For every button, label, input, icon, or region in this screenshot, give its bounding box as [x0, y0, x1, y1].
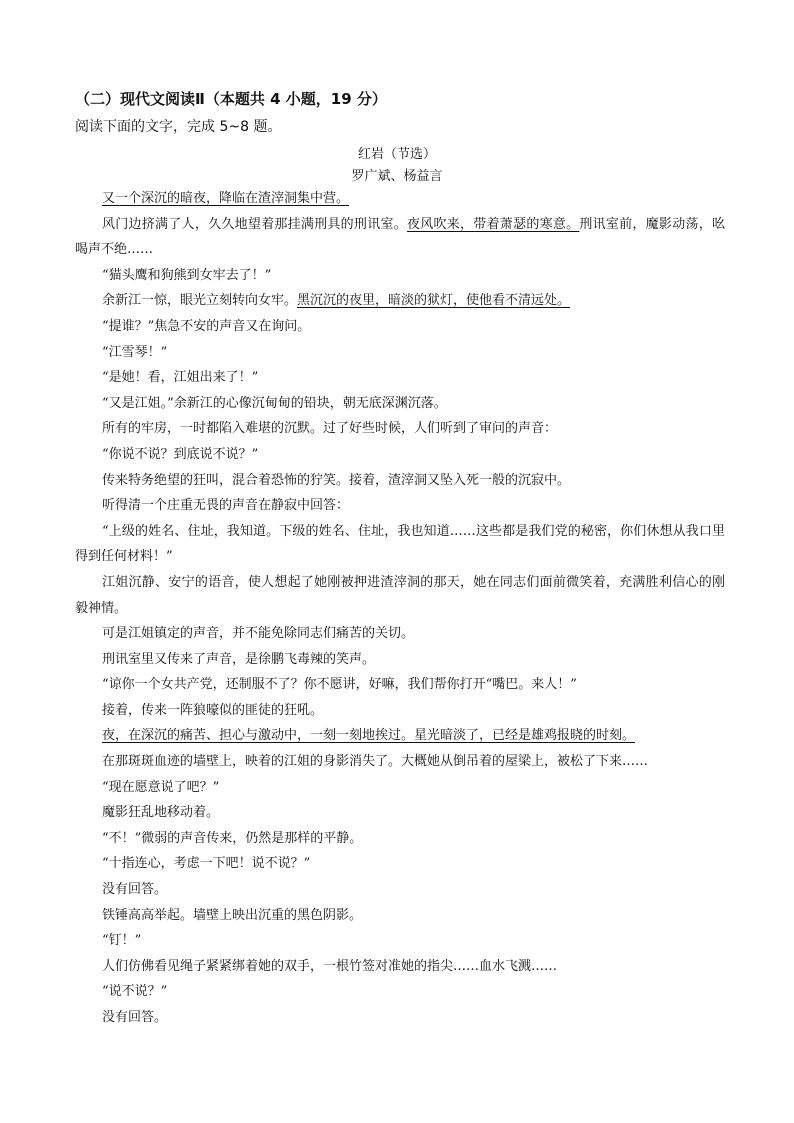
underlined-sentence: 夜，在深沉的痛苦、担心与激动中，一刻一刻地挨过。星光暗淡了，已经是雄鸡报晓的时刻。 — [102, 728, 636, 744]
passage-paragraph — [75, 288, 725, 314]
passage-paragraph — [75, 800, 725, 826]
paragraph-text: “钉！” — [102, 933, 142, 949]
passage-paragraph — [75, 749, 725, 775]
paragraph-text: 铁锤高高举起。墙壁上映出沉重的黑色阴影。 — [102, 907, 363, 923]
passage-paragraph — [75, 698, 725, 724]
passage-paragraph — [75, 851, 725, 877]
passage-paragraph — [75, 826, 725, 852]
passage-paragraph — [75, 468, 725, 494]
passage-paragraph — [75, 954, 725, 980]
passage-paragraph — [75, 928, 725, 954]
passage-paragraph — [75, 314, 725, 340]
paragraph-text: “猫头鹰和狗熊到女牢去了！” — [102, 267, 272, 283]
passage-paragraph — [75, 621, 725, 647]
passage-paragraph — [75, 775, 725, 801]
passage-paragraph — [75, 416, 725, 442]
passage-paragraph — [75, 365, 725, 391]
passage-body — [75, 186, 725, 1031]
paragraph-text: “你说不说？到底说不说？” — [102, 446, 259, 462]
paragraph-text: 听得清一个庄重无畏的声音在静寂中回答： — [102, 498, 350, 514]
passage-paragraph — [75, 186, 725, 212]
paragraph-text: 没有回答。 — [102, 1010, 168, 1025]
paragraph-text: “上级的姓名、住址，我知道。下级的姓名、住址，我也知道……这些都是我们党的秘密，你们休想从我口里得到任何材料！” — [75, 523, 725, 565]
paragraph-text: “说不说？” — [102, 984, 168, 1000]
paragraph-text: 刑讯室里又传来了声音，是徐鹏飞毒辣的笑声。 — [102, 651, 376, 667]
paragraph-text: 可是江姐镇定的声音，并不能免除同志们痛苦的关切。 — [102, 626, 415, 642]
paragraph-text: “十指连心，考虑一下吧！说不说？” — [102, 856, 311, 872]
passage-paragraph — [75, 340, 725, 366]
passage-paragraph — [75, 647, 725, 673]
paragraph-text: 在那斑斑血迹的墙壁上，映着的江姐的身影消失了。大概她从倒吊着的屋梁上，被松了下来…… — [102, 754, 649, 770]
passage-paragraph — [75, 212, 725, 263]
paragraph-text: 江姐沉静、安宁的语音，使人想起了她刚被押进渣滓洞的那天，她在同志们面前微笑着，充满胜利信心的刚毅神情。 — [75, 574, 725, 616]
passage-paragraph — [75, 1005, 725, 1031]
paragraph-text: 人们仿佛看见绳子紧紧绑着她的双手，一根竹签对准她的指尖……血水飞溅…… — [102, 958, 558, 974]
paragraph-text: 余新江一惊，眼光立刻转向女牢。 — [102, 293, 298, 309]
underlined-sentence: 黑沉沉的夜里，暗淡的狱灯，使他看不清远处。 — [297, 293, 571, 309]
passage-paragraph — [75, 570, 725, 621]
paragraph-text: “现在愿意说了吧？” — [102, 779, 220, 795]
paragraph-text: “是她！看，江姐出来了！” — [102, 370, 259, 386]
paragraph-text: 风门边挤满了人，久久地望着那挂满刑具的刑讯室。 — [102, 216, 407, 232]
passage-paragraph — [75, 877, 725, 903]
paragraph-text: “谅你一个女共产党，还制服不了？你不愿讲，好嘛，我们帮你打开“嘴巴。来人！” — [102, 677, 577, 693]
section-title: （二）现代文阅读Ⅱ（本题共 4 小题，19 分） — [75, 90, 387, 108]
passage-paragraph — [75, 391, 725, 417]
paragraph-text: 传来特务绝望的狂叫，混合着恐怖的狞笑。接着，渣滓洞又坠入死一般的沉寂中。 — [102, 472, 571, 488]
reading-instruction: 阅读下面的文字，完成 5~8 题。 — [75, 119, 282, 135]
passage-paragraph — [75, 979, 725, 1005]
passage-paragraph — [75, 493, 725, 519]
paragraph-text: “提谁？”焦急不安的声音又在询问。 — [102, 318, 311, 334]
paragraph-text: 所有的牢房，一时都陷入难堪的沉默。过了好些时候，人们听到了审问的声音： — [102, 421, 558, 437]
paragraph-text: 没有回答。 — [102, 882, 168, 898]
work-title: 红岩（节选） — [357, 147, 436, 162]
passage-paragraph — [75, 442, 725, 468]
paragraph-text: “不！”微弱的声音传来，仍然是那样的平静。 — [102, 830, 363, 846]
paragraph-text: 接着，传来一阵狼嚎似的匪徒的狂吼。 — [102, 702, 324, 718]
passage-paragraph — [75, 519, 725, 570]
work-authors: 罗广斌、杨益言 — [351, 169, 443, 184]
paragraph-text: “江雪琴！” — [102, 344, 168, 360]
paragraph-text: 魔影狂乱地移动着。 — [102, 805, 220, 821]
passage-paragraph — [75, 723, 725, 749]
passage-paragraph — [75, 263, 725, 289]
passage-paragraph — [75, 903, 725, 929]
underlined-sentence: 又一个深沉的暗夜，降临在渣滓洞集中营。 — [102, 191, 350, 206]
paragraph-text: “又是江姐。”余新江的心像沉甸甸的铅块，朝无底深渊沉落。 — [102, 395, 447, 411]
paragraph-text: 刑讯室前，魔影动荡，吆喝声不绝…… — [75, 216, 725, 258]
underlined-sentence: 夜风吹来，带着萧瑟的寒意。 — [406, 216, 580, 232]
passage-paragraph — [75, 672, 725, 698]
